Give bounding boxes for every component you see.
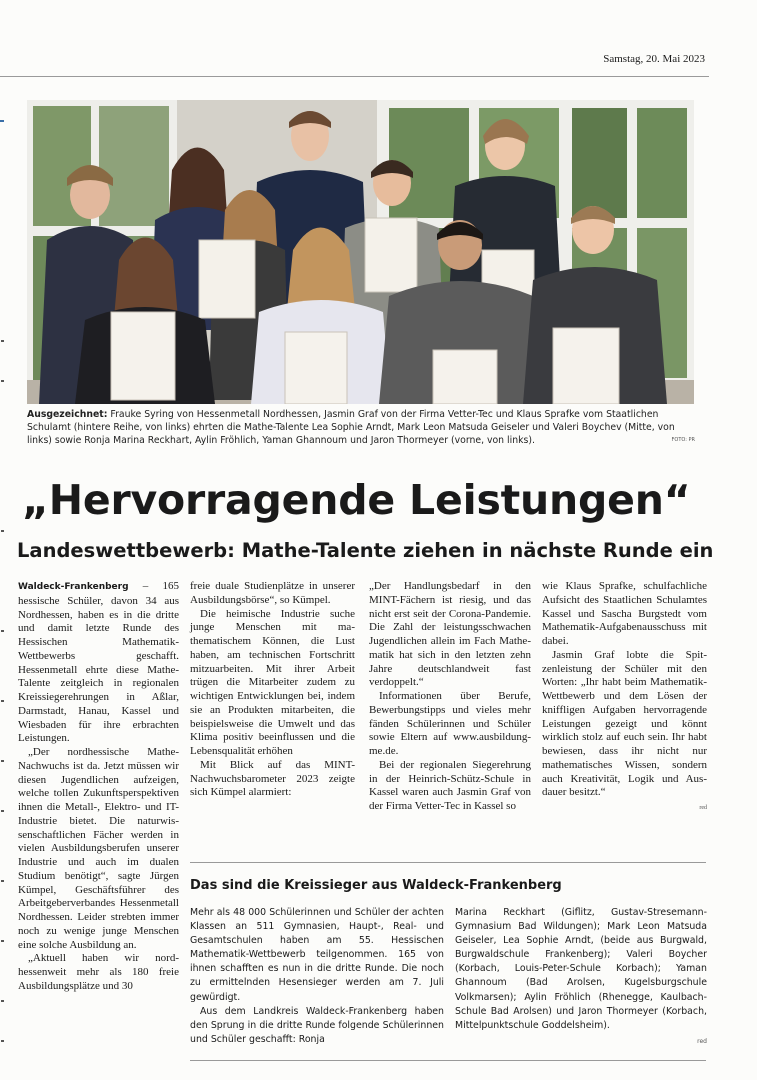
photo-caption: [27, 408, 695, 447]
paragraph: „Der Handlungsbedarf in den MINT-Fächern ist riesig, und das nicht erst seit der Corona-Pandemie. Die Zahl der leistungsschwachen Jugendlichen allein im Fach Mathematik hat sich in den letzten zehn Jahre deutschlandweit fast verdoppelt.“: [369, 580, 531, 689]
location-tag: Waldeck-Frankenberg: [18, 582, 129, 592]
paragraph: Mehr als 48 000 Schülerinnen und Schüler der achten Klassen an 511 Gymnasien, Haupt-, Real- und Gesamtschulen haben am 55. Hessischen Mathematik-Wettbewerb teilgenommen. 165 von ihnen schafften es nun in die dritte Runde. Die noch zu ermittelnden Hesensieger werden am 7. Juli gewürdigt.: [190, 907, 444, 1003]
paragraph: wie Klaus Sprafke, schulfachliche Aufsicht des Staatlichen Schulamtes Kassel und Sascha Burgstedt vom Mathematik-Aufgabenausschuss mit dabei.: [542, 580, 707, 647]
paragraph: Aus dem Landkreis Waldeck-Frankenberg haben den Sprung in die dritte Runde folgende Schülerinnen und Schüler geschafft: Ronja: [190, 1005, 444, 1045]
date-line: Samstag, 20. Mai 2023: [603, 53, 705, 65]
infobox-top-rule: [190, 862, 706, 863]
paragraph: Bei der regionalen Siegerehrung in der Heinrich-Schütz-Schule in Kassel waren auch Jasmin Graf von der Firma Vetter-Tec in Kassel so: [369, 758, 531, 812]
article-column-2: [190, 580, 355, 800]
article-column-3: [369, 580, 531, 814]
article-column-4: [542, 580, 707, 816]
paragraph: Marina Reckhart (Giflitz, Gustav-Stresemann-Gymnasium Bad Wildungen); Mark Leon Matsuda Geiseler, Lea Sophie Arndt, (beide aus Burgwald, Burgwaldschule Frankenberg); Valeri Boycher (Korbach, Louis-Peter-Schule Korbach); Yaman Ghannoum (Bad Arolsen, Kugelsburgschule Volkmarsen); Aylin Fröhlich (Rhenegge, Kaulbach-Schule Bad Arolsen) und Jaron Thormeyer (Korbach, Mittelpunktschule Goddelsheim).: [455, 907, 707, 1031]
infobox-column-1: [190, 906, 444, 1047]
infobox-signature: red: [697, 1037, 707, 1045]
paragraph: Jasmin Graf lobte die Spitzenleistung der Schüler mit den Worten: „Ihr habt beim Mathematik-Wettbewerb und dem Lösen der kniffligen Aufgaben hervorragende Leistungen gezeigt und könnt wirklich stolz auf euch sein. Ihr habt bewiesen, dass ihr nicht nur mathematisches Wissen, sondern auch Kreativität, Logik und Ausdauer besitzt.“: [542, 648, 707, 799]
article-column-1: [18, 580, 179, 994]
infobox-bottom-rule: [190, 1060, 706, 1061]
infobox-title: Das sind die Kreissieger aus Waldeck-Frankenberg: [190, 878, 562, 893]
paragraph: „Aktuell haben wir nordhessenweit mehr als 180 freie Ausbildungsplätze und 30: [18, 952, 179, 992]
paragraph: Mit Blick auf das MINT-Nachwuchsbarometer 2023 zeigte sich Kümpel alarmiert:: [190, 758, 355, 799]
paragraph: – 165 hessische Schüler, davon 34 aus Nordhessen, haben es in die dritte und damit letzte Runde des Hessischen Mathematik-Wettbewerbs geschafft. Hessenmetall ehrte diese Mathe-Talente zeitgleich in regionalen Kreissiegerehrungen in Aßlar, Darmstadt, Hanau, Kassel und Wiesbaden für ihre erbrachten Leistungen.: [18, 580, 179, 745]
top-rule: [0, 76, 709, 77]
author-signature: red: [699, 805, 707, 811]
paragraph: Informationen über Berufe, Bewerbungstipps und vieles mehr fänden Schülerinnen und Schüler sowie Eltern auf www.ausbildung-me.de.: [369, 690, 531, 757]
article-photo: [27, 100, 694, 404]
paragraph: freie duale Studienplätze in unserer Ausbildungsbörse“, so Kümpel.: [190, 580, 355, 606]
caption-text: Frauke Syring von Hessenmetall Nordhessen, Jasmin Graf von der Firma Vetter-Tec und Klaus Sprafke vom Staatlichen Schulamt (hintere Reihe, von links) ehrten die Mathe-Talente Lea Sophie Arndt, Mark Leon Matsuda Geiseler und Valeri Boychev (Mitte, von links) sowie Ronja Marina Reckhart, Aylin Fröhlich, Yaman Ghannoum und Jaron Thormeyer (vorne, von links).: [27, 409, 675, 446]
paragraph: „Der nordhessische Mathe-Nachwuchs ist da. Jetzt müssen wir diesen Jugendlichen aufzeigen, welche tollen Zukunftsperspektiven ihnen die Metall-, Elektro- und IT-Industrie bietet. Die naturwissenschaftlichen Fächer werden in vielen Ausbildungsberufen unserer Industrie und auch im dualen Studium benötigt“, sagte Jürgen Kümpel, Geschäftsführer des Arbeitgeberverbandes Hessenmetall Nordhessen. Leider strebten immer noch zu wenige junge Menschen eine solche Ausbildung an.: [18, 746, 179, 951]
infobox-column-2: [455, 906, 707, 1049]
paragraph: Die heimische Industrie suche junge Menschen mit mathematischem Können, die Lust haben, am technischen Fortschritt mitzuarbeiten. Mit ihrer Arbeit trügen die Mitarbeiter zudem zu wichtigen Entwicklungen bei, indem sie an Produkten mitarbeiten, die beispielsweise die Umwelt und das Klima positiv beeinflussen und die Lebensqualität erhöhen: [190, 607, 355, 757]
margin-mark: [0, 120, 4, 122]
subheadline: Landeswettbewerb: Mathe-Talente ziehen in nächste Runde ein: [17, 539, 714, 562]
caption-lead: Ausgezeichnet:: [27, 409, 108, 420]
photo-credit: FOTO: PR: [671, 437, 695, 443]
headline: „Hervorragende Leistungen“: [22, 476, 691, 524]
